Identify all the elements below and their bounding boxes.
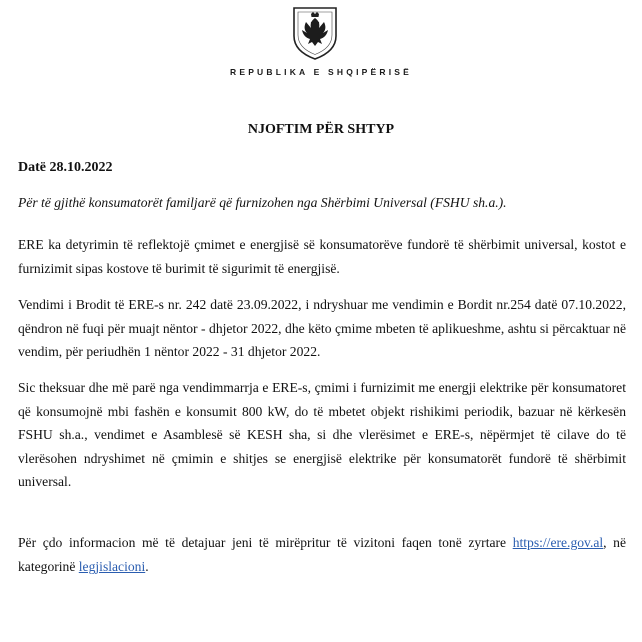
republic-heading: REPUBLIKA E SHQIPËRISË [229, 67, 413, 77]
website-link[interactable]: https://ere.gov.al [512, 535, 604, 550]
contact-text-middle: , në kategorinë [18, 535, 626, 574]
contact-text-end: . [145, 558, 149, 574]
release-date: Datë 28.10.2022 [18, 160, 113, 175]
paragraph-decision: Vendimi i Brodit të ERE-s nr. 242 datë 23.09.2022, i ndryshuar me vendimin e Bordit nr.254 datë 07.10.2022, qëndron në fuqi për muajt nëntor - dhjetor 2022, dhe këto çmime mbeten të aplikueshme, ashtu si përcaktuar në vendim, për periudhën 1 nëntor 2022 - 31 dhjetor 2022. [18, 297, 626, 359]
page-title: NJOFTIM PËR SHTYP [247, 122, 395, 137]
paragraph-contact [18, 531, 626, 578]
audience-subtitle: Për të gjithë konsumatorët familjarë që furnizohen nga Shërbimi Universal (FSHU sh.a.). [18, 195, 507, 210]
legislation-link[interactable]: legjislacioni [78, 558, 146, 574]
paragraph-review: Sic theksuar dhe më parë nga vendimmarrja e ERE-s, çmimi i furnizimit me energji elektrike për konsumatoret që konsumojnë mbi fashën e konsumit 800 kW, do të mbetet objekt rishikimi periodik, bazuar në kërkesën FSHU sh.a., vendimet e Asamblesë së KESH sha, si dhe vlerësimet e ERE-s, nëpërmjet të cilave do të vlerësohen ndryshimet në çmimin e shitjes se energjisë elektrike për konsumatorët fundorë të shërbimit universal. [18, 380, 626, 489]
albanian-eagle-emblem-icon [292, 6, 338, 60]
paragraph-obligation: ERE ka detyrimin të reflektojë çmimet e energjisë së konsumatorëve fundorë të shërbimit universal, kostot e furnizimit sipas kostove të burimit të sigurimit të energjisë. [18, 237, 626, 276]
contact-text: Për çdo informacion më të detajuar jeni të mirëpritur të vizitoni faqen tonë zyrtare [18, 535, 513, 550]
